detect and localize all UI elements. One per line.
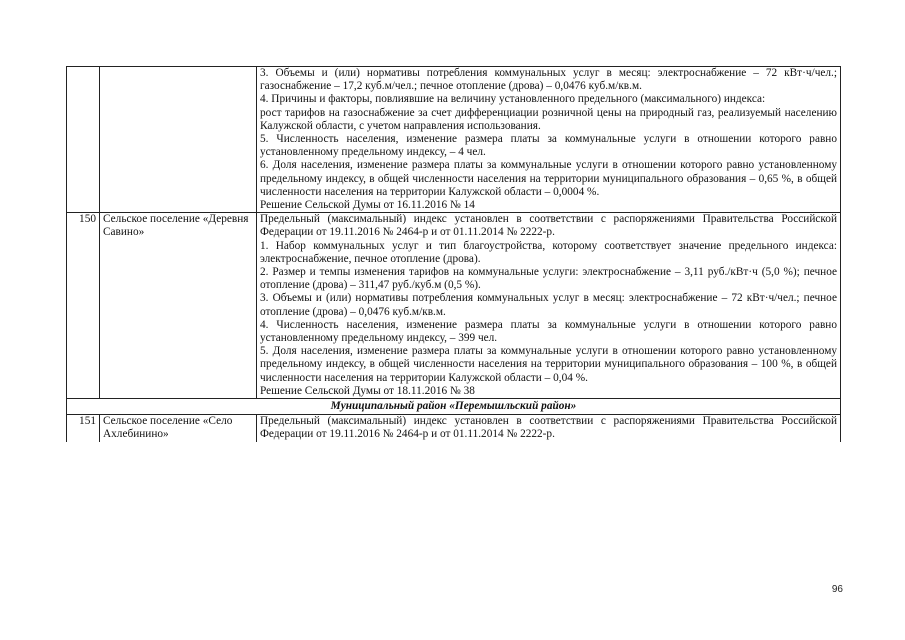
paragraph: 3. Объемы и (или) нормативы потребления коммунальных услуг в месяц: электроснабжение – 72 кВт·ч/чел.; газоснабжение – 17,2 куб.м/чел.; печное отопление (дрова) – 0,0476 куб.м/кв.м.: [260, 67, 837, 93]
row-number: 150: [67, 213, 100, 399]
paragraph: 5. Доля населения, изменение размера платы за коммунальные услуги в отношении которого равно установленному предельному индексу, в общей численности населения на территории муниципального образования – 100 %, в общей численности населения на территории Калужской области – 0,04 %.: [260, 345, 837, 384]
paragraph: 6. Доля населения, изменение размера платы за коммунальные услуги в отношении которого равно установленному предельному индексу, в общей численности населения на территории муниципального образования – 0,65 %, в общей численности населения на территории Калужской области – 0,0004 %.: [260, 159, 837, 198]
paragraph: 3. Объемы и (или) нормативы потребления коммунальных услуг в месяц: электроснабжение – 72 кВт·ч/чел.; печное отопление (дрова) – 0,0476 куб.м/кв.м.: [260, 292, 837, 318]
settlement-name: Сельское поселение «Село Ахлебинино»: [100, 415, 257, 442]
table-row: [67, 213, 841, 399]
paragraph: Предельный (максимальный) индекс установлен в соответствии с распоряжениями Правительства Российской Федерации от 19.11.2016 № 2464-р и от 01.11.2014 № 2222-р.: [260, 213, 837, 239]
page-number: 96: [831, 584, 843, 595]
decision-reference: Решение Сельской Думы от 18.11.2016 № 38: [260, 384, 475, 397]
paragraph: рост тарифов на газоснабжение за счет дифференциации розничной цены на природный газ, реализуемый населению Калужской области, с учетом направления использования.: [260, 106, 837, 132]
district-title: Муниципальный район «Перемышльский район»: [67, 399, 841, 415]
paragraph: 5. Численность населения, изменение размера платы за коммунальные услуги в отношении которого равно установленному предельному индексу, – 4 чел.: [260, 133, 837, 159]
paragraph: 1. Набор коммунальных услуг и тип благоустройства, которому соответствует значение предельного индекса: электроснабжение, печное отопление (дрова).: [260, 239, 837, 265]
row-number: [67, 67, 100, 213]
paragraph: 4. Численность населения, изменение размера платы за коммунальные услуги в отношении которого равно установленному предельному индексу, – 399 чел.: [260, 318, 837, 345]
decision-reference: Решение Сельской Думы от 16.11.2016 № 14: [260, 199, 475, 212]
row-description: [257, 213, 841, 399]
settlement-name: Сельское поселение «Деревня Савино»: [100, 213, 257, 399]
row-description: [257, 67, 841, 213]
tariff-index-table: [66, 66, 841, 442]
settlement-name: [100, 67, 257, 213]
paragraph: 4. Причины и факторы, повлиявшие на величину установленного предельного (максимального) индекса:: [260, 93, 766, 106]
row-number: 151: [67, 415, 100, 442]
district-header-row: [67, 399, 841, 415]
table-row: [67, 415, 841, 442]
paragraph: 2. Размер и темпы изменения тарифов на коммунальные услуги: электроснабжение – 3,11 руб./кВт·ч (5,0 %); печное отопление (дрова) – 311,47 руб./куб.м (0,5 %).: [260, 266, 837, 292]
paragraph: Предельный (максимальный) индекс установлен в соответствии с распоряжениями Правительства Российской Федерации от 19.11.2016 № 2464-р и от 01.11.2014 № 2222-р.: [260, 415, 837, 441]
table-row: [67, 67, 841, 213]
row-description: [257, 415, 841, 442]
